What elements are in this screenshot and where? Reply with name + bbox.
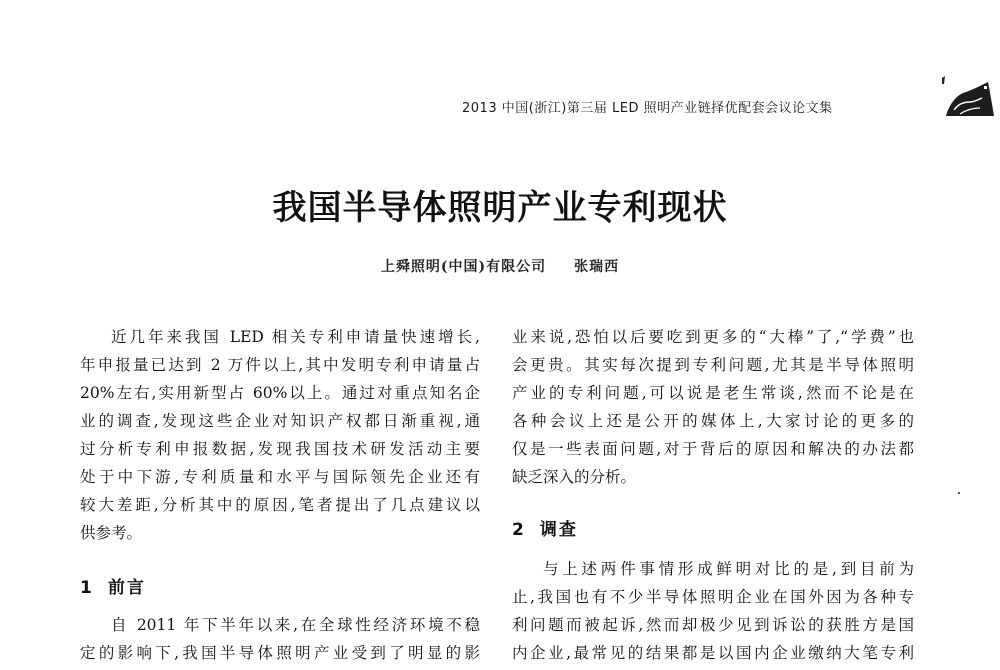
text-line: 年申报量已达到 2 万件以上,其中发明专利申请量占 bbox=[80, 356, 480, 374]
text-line: 缺乏深入的分析。 bbox=[512, 468, 637, 486]
text-line: 20%左右,实用新型占 60%以上。通过对重点知名企 bbox=[80, 384, 480, 402]
text-line: 仅是一些表面问题,对于背后的原因和解决的办法都 bbox=[512, 440, 914, 458]
section-number: 1 bbox=[80, 578, 94, 598]
text-line: 自 2011 年下半年以来,在全球性经济环境不稳 bbox=[111, 616, 480, 634]
text-line: 会更贵。其实每次提到专利问题,尤其是半导体照明 bbox=[512, 356, 914, 374]
section-title: 前言 bbox=[107, 578, 146, 598]
text-line: 定的影响下,我国半导体照明产业受到了明显的影 bbox=[80, 644, 480, 662]
text-line: 内企业,最常见的结果都是以国内企业缴纳大笔专利 bbox=[512, 644, 914, 662]
text-line: 各种会议上还是公开的媒体上,大家讨论的更多的 bbox=[512, 412, 914, 430]
text-line: 业的调查,发现这些企业对知识产权都日渐重视,通 bbox=[80, 412, 480, 430]
text-line: 与上述两件事情形成鲜明对比的是,到目前为 bbox=[543, 560, 914, 578]
journal-logo-icon bbox=[940, 72, 995, 122]
text-line: 近几年来我国 LED 相关专利申请量快速增长, bbox=[111, 328, 480, 346]
section-title: 调查 bbox=[539, 520, 578, 540]
text-line: 过分析专利申报数据,发现我国技术研发活动主要 bbox=[80, 440, 480, 458]
section-heading bbox=[512, 515, 578, 540]
section-heading bbox=[80, 573, 146, 598]
author-name: 张瑞西 bbox=[574, 259, 620, 275]
author-affiliation: 上舜照明(中国)有限公司 bbox=[380, 259, 547, 275]
byline bbox=[0, 256, 1000, 276]
scan-speck bbox=[958, 492, 960, 494]
text-line: 业来说,恐怕以后要吃到更多的“大棒”了,“学费”也 bbox=[512, 328, 914, 346]
text-line: 较大差距,分析其中的原因,笔者提出了几点建议以 bbox=[80, 496, 480, 514]
text-line: 止,我国也有不少半导体照明企业在国外因为各种专 bbox=[512, 588, 914, 606]
proceedings-title: 2013 中国(浙江)第三届 LED 照明产业链择优配套会议论文集 bbox=[462, 101, 833, 116]
text-line: 处于中下游,专利质量和水平与国际领先企业还有 bbox=[80, 468, 480, 486]
text-line: 产业的专利问题,可以说是老生常谈,然而不论是在 bbox=[512, 384, 914, 402]
text-line: 供参考。 bbox=[80, 524, 143, 542]
text-line: 利问题而被起诉,然而却极少见到诉讼的获胜方是国 bbox=[512, 616, 914, 634]
paper-title: 我国半导体照明产业专利现状 bbox=[272, 188, 728, 228]
section-number: 2 bbox=[512, 520, 526, 540]
